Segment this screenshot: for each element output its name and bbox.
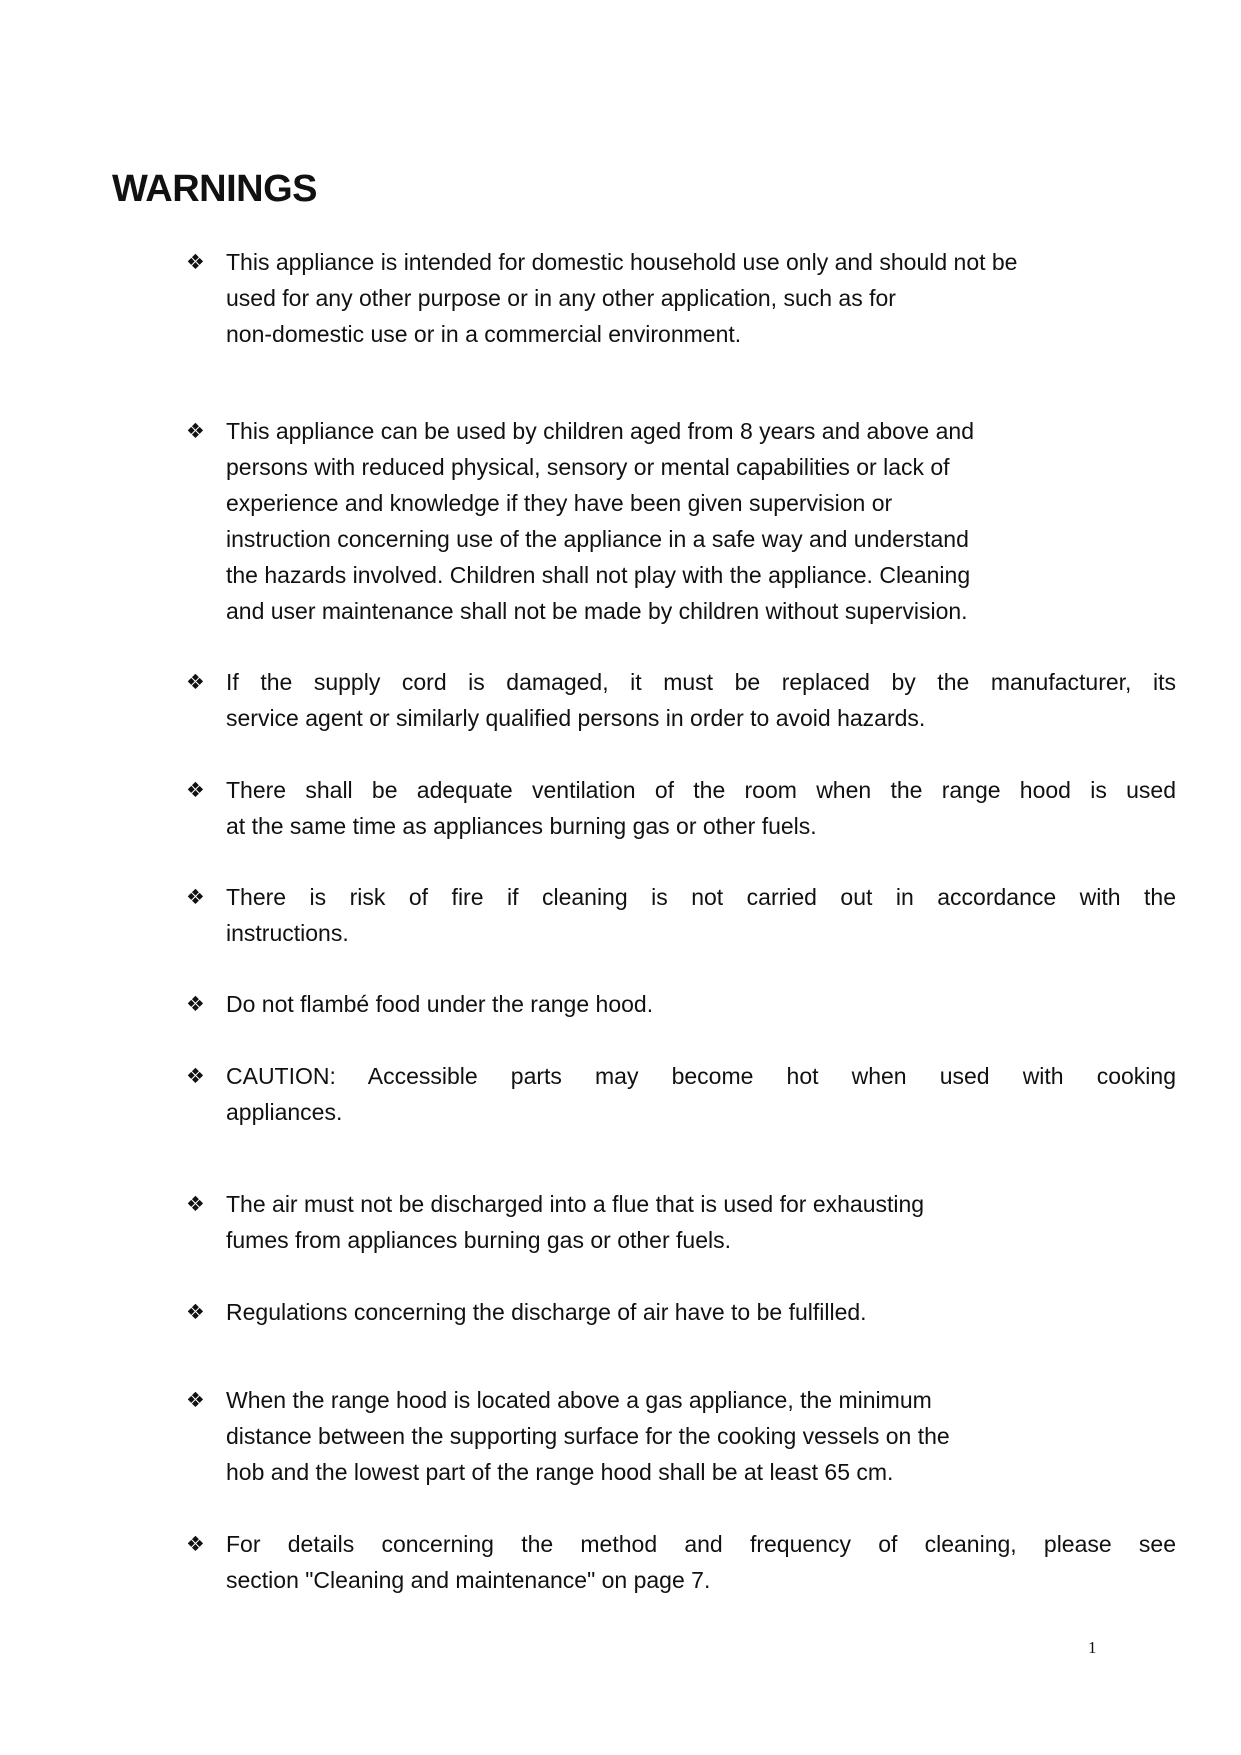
warning-text [226,664,1176,736]
diamond-bullet-icon: ❖ [186,670,205,694]
diamond-bullet-icon: ❖ [186,992,205,1016]
warning-text [226,1058,1176,1130]
warning-line: service agent or similarly qualified persons in order to avoid hazards. [226,705,926,731]
page-title: WARNINGS [112,168,317,210]
warning-text [226,1294,1176,1330]
diamond-bullet-icon: ❖ [186,1532,205,1556]
warning-line: The air must not be discharged into a flue that is used for exhausting [226,1191,925,1217]
warning-line: non-domestic use or in a commercial environment. [226,321,742,347]
warning-line: There shall be adequate ventilation of the room when the range hood is used [226,777,1176,803]
warning-text [226,772,1176,844]
diamond-bullet-icon: ❖ [186,778,205,802]
warning-line: hob and the lowest part of the range hood shall be at least 65 cm. [226,1459,894,1485]
diamond-bullet-icon: ❖ [186,1300,205,1324]
warning-line: instructions. [226,920,349,946]
warning-line: Do not flambé food under the range hood. [226,991,654,1017]
warning-line: instruction concerning use of the appliance in a safe way and understand [226,526,969,552]
warning-text [226,1526,1176,1598]
page-number: 1 [1088,1638,1097,1657]
warning-text [226,413,1176,629]
warning-line: section "Cleaning and maintenance" on page 7. [226,1567,711,1593]
warning-line: appliances. [226,1099,343,1125]
warning-line: This appliance can be used by children aged from 8 years and above and [226,418,974,444]
diamond-bullet-icon: ❖ [186,1388,205,1412]
warning-line: Regulations concerning the discharge of air have to be fulfilled. [226,1299,867,1325]
warning-line: CAUTION: Accessible parts may become hot when used with cooking [226,1063,1176,1089]
warning-text [226,879,1176,951]
warning-line: This appliance is intended for domestic household use only and should not be [226,249,1018,275]
warning-line: When the range hood is located above a gas appliance, the minimum [226,1387,932,1413]
warning-text [226,986,1176,1022]
warning-line: persons with reduced physical, sensory or mental capabilities or lack of [226,454,950,480]
warning-line: If the supply cord is damaged, it must be replaced by the manufacturer, its [226,669,1176,695]
warning-line: fumes from appliances burning gas or other fuels. [226,1227,731,1253]
warning-line: at the same time as appliances burning gas or other fuels. [226,813,817,839]
warning-line: For details concerning the method and frequency of cleaning, please see [226,1531,1176,1557]
warning-line: and user maintenance shall not be made by children without supervision. [226,598,968,624]
warning-line: distance between the supporting surface for the cooking vessels on the [226,1423,950,1449]
warning-text [226,244,1176,352]
warning-text [226,1382,1176,1490]
diamond-bullet-icon: ❖ [186,885,205,909]
diamond-bullet-icon: ❖ [186,250,205,274]
warning-text [226,1186,1176,1258]
diamond-bullet-icon: ❖ [186,419,205,443]
warning-line: There is risk of fire if cleaning is not carried out in accordance with the [226,884,1176,910]
diamond-bullet-icon: ❖ [186,1064,205,1088]
warning-line: the hazards involved. Children shall not play with the appliance. Cleaning [226,562,971,588]
warning-line: experience and knowledge if they have been given supervision or [226,490,893,516]
warning-line: used for any other purpose or in any other application, such as for [226,285,896,311]
diamond-bullet-icon: ❖ [186,1192,205,1216]
